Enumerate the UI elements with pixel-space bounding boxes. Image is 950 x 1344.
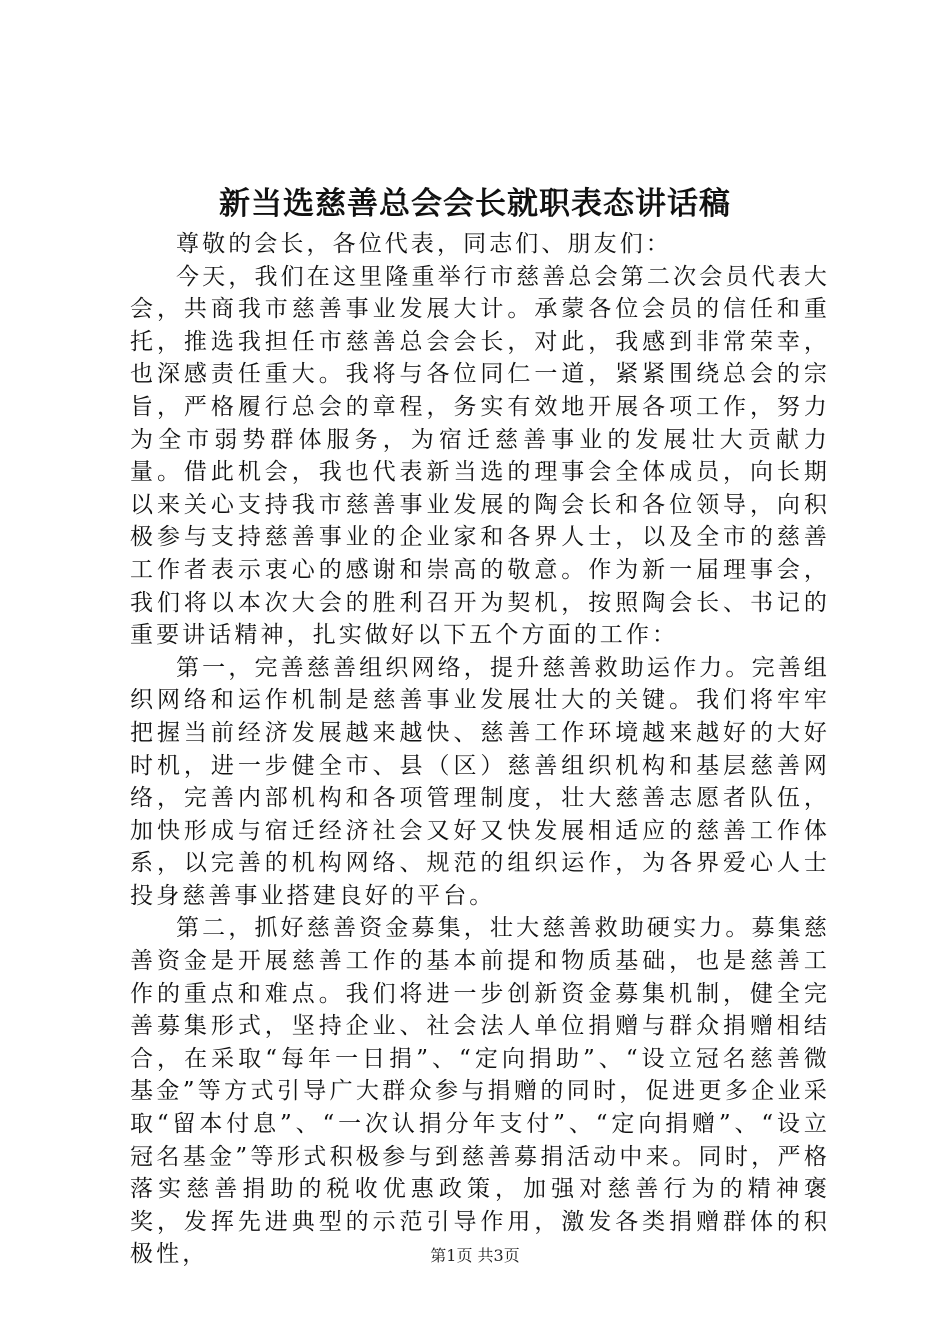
page-footer: 第1页 共3页 <box>430 1246 520 1265</box>
document-body <box>130 228 830 1271</box>
paragraph-second-point: 第二，抓好慈善资金募集，壮大慈善救助硬实力。募集慈善资金是开展慈善工作的基本前提和物质基础，也是慈善工作的重点和难点。我们将进一步创新资金募集机制，健全完善募集形式，坚持企业、社会法人单位捐赠与群众捐赠相结合，在采取“每年一日捐”、“定向捐助”、“设立冠名慈善微基金”等方式引导广大群众参与捐赠的同时，促进更多企业采取“留本付息”、“一次认捐分年支付”、“定向捐赠”、“设立冠名基金”等形式积极参与到慈善募捐活动中来。同时，严格落实慈善捐助的税收优惠政策，加强对慈善行为的精神褒奖，发挥先进典型的示范引导作用，激发各类捐赠群体的积极性， <box>130 915 830 1268</box>
salutation: 尊敬的会长，各位代表，同志们、朋友们： <box>176 231 672 257</box>
paragraph-first-point: 第一，完善慈善组织网络，提升慈善救助运作力。完善组织网络和运作机制是慈善事业发展壮大的关键。我们将牢牢把握当前经济发展越来越快、慈善工作环境越来越好的大好时机，进一步健全市、县（区）慈善组织机构和基层慈善网络，完善内部机构和各项管理制度，壮大慈善志愿者队伍，加快形成与宿迁经济社会又好又快发展相适应的慈善工作体系，以完善的机构网络、规范的组织运作，为各界爱心人士投身慈善事业搭建良好的平台。 <box>130 654 830 909</box>
document-title: 新当选慈善总会会长就职表态讲话稿 <box>219 186 731 222</box>
paragraph-opening: 今天，我们在这里隆重举行市慈善总会第二次会员代表大会，共商我市慈善事业发展大计。承蒙各位会员的信任和重托，推选我担任市慈善总会会长，对此，我感到非常荣幸，也深感责任重大。我将与各位同仁一道，紧紧围绕总会的宗旨，严格履行总会的章程，务实有效地开展各项工作，努力为全市弱势群体服务，为宿迁慈善事业的发展壮大贡献力量。借此机会，我也代表新当选的理事会全体成员，向长期以来关心支持我市慈善事业发展的陶会长和各位领导，向积极参与支持慈善事业的企业家和各界人士，以及全市的慈善工作者表示衷心的感谢和崇高的敬意。作为新一届理事会，我们将以本次大会的胜利召开为契机，按照陶会长、书记的重要讲话精神，扎实做好以下五个方面的工作： <box>130 263 830 649</box>
